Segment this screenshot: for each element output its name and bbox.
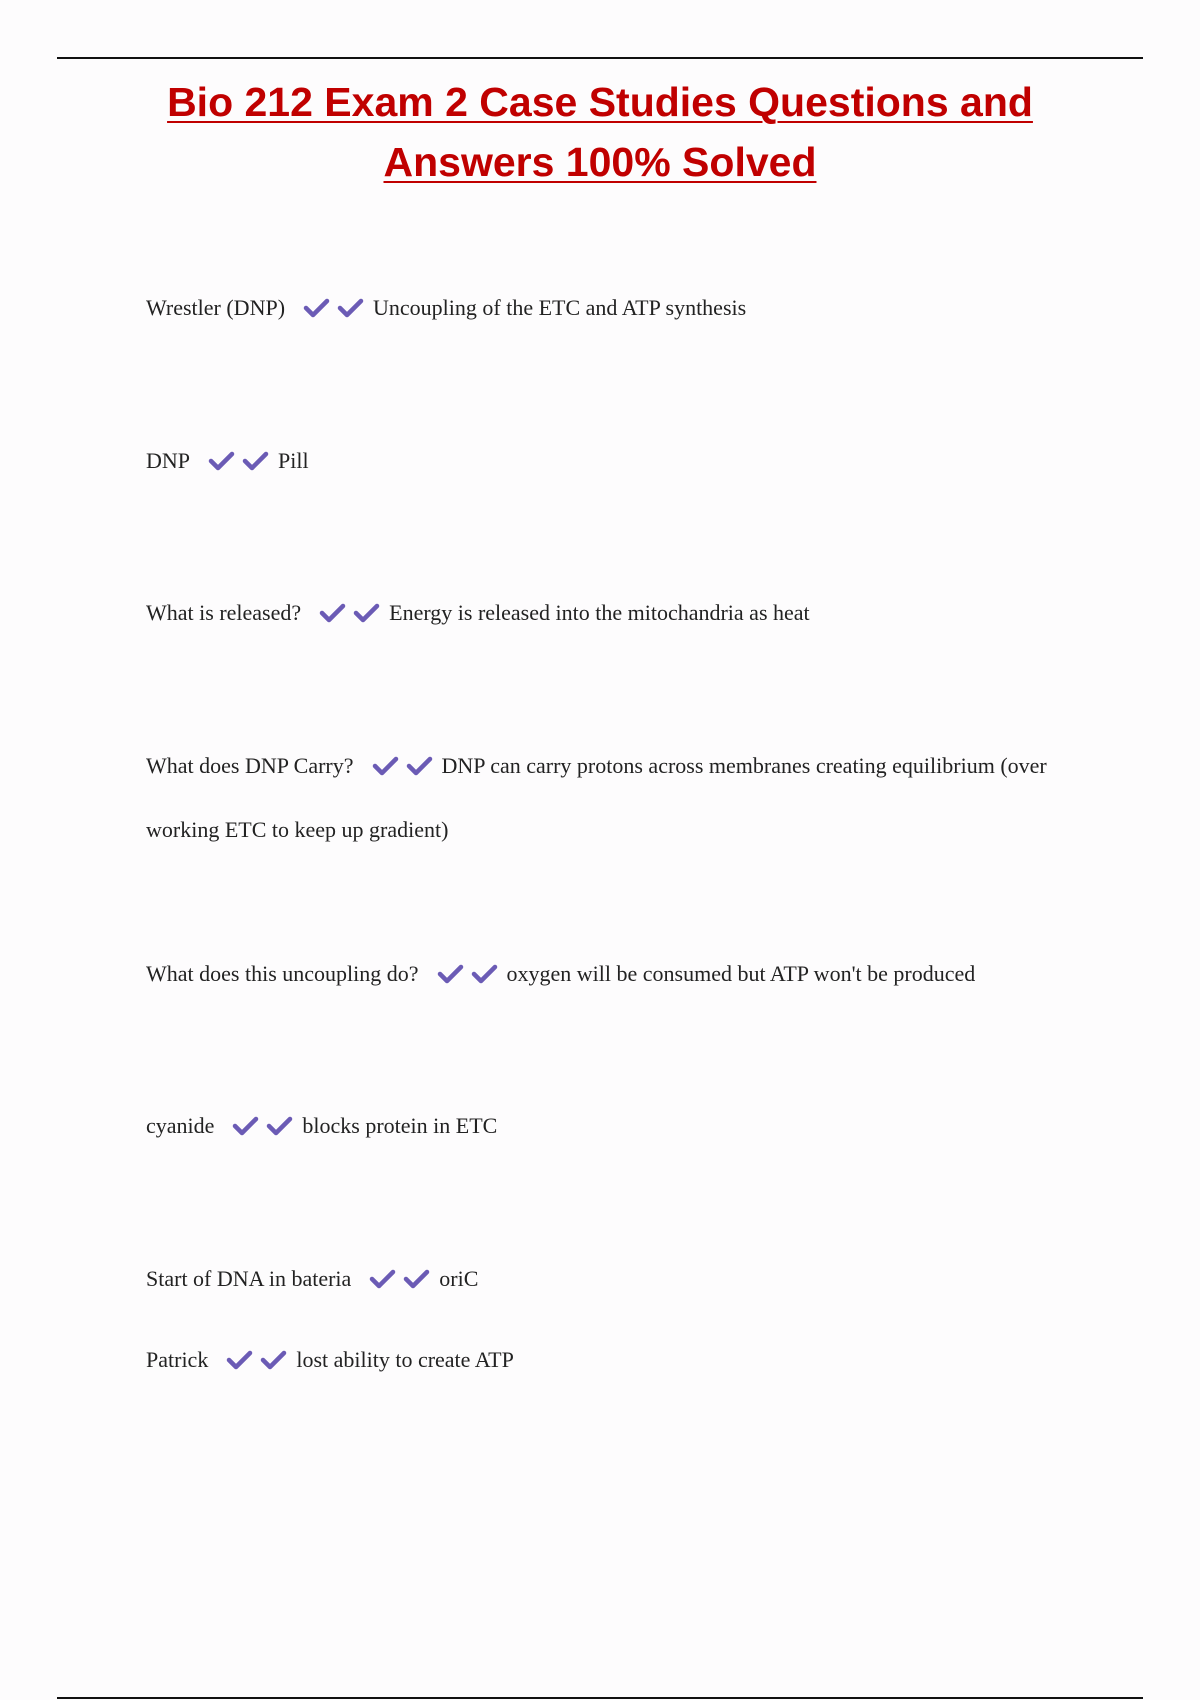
question-text: What is released? [146, 600, 302, 625]
question-text: Start of DNA in bateria [146, 1266, 352, 1291]
double-check-icon [369, 1251, 437, 1312]
qa-item [146, 1329, 1086, 1393]
checkmark-icon [369, 1269, 396, 1289]
answer-text: Energy is released into the mitochandria as heat [389, 600, 810, 625]
question-text: What does this uncoupling do? [146, 961, 419, 986]
question-text: What does DNP Carry? [146, 753, 354, 778]
qa-item [146, 735, 1086, 860]
checkmark-icon [403, 1269, 430, 1289]
double-check-icon [208, 433, 276, 494]
document-title [100, 72, 1100, 192]
checkmark-icon [260, 1350, 287, 1370]
double-check-icon [437, 946, 505, 1007]
qa-item [146, 582, 1086, 646]
checkmark-icon [353, 603, 380, 623]
qa-item [146, 277, 1086, 341]
answer-text: DNP can carry protons across membranes creating equilibrium (over working ETC to keep up gradient) [146, 753, 1047, 842]
checkmark-icon [471, 964, 498, 984]
double-check-icon [232, 1098, 300, 1159]
answer-text: lost ability to create ATP [296, 1347, 514, 1372]
checkmark-icon [372, 756, 399, 776]
double-check-icon [372, 738, 440, 799]
checkmark-icon [208, 451, 235, 471]
question-text: Wrestler (DNP) [146, 295, 286, 320]
title-line-1: Bio 212 Exam 2 Case Studies Questions and [167, 79, 1033, 125]
checkmark-icon [337, 298, 364, 318]
question-text: Patrick [146, 1347, 209, 1372]
qa-item [146, 943, 1086, 1007]
checkmark-icon [226, 1350, 253, 1370]
bottom-rule [57, 1697, 1143, 1699]
answer-text: Pill [278, 448, 309, 473]
top-rule [57, 57, 1143, 59]
answer-text: blocks protein in ETC [302, 1113, 498, 1138]
qa-item [146, 430, 1086, 494]
checkmark-icon [437, 964, 464, 984]
checkmark-icon [232, 1116, 259, 1136]
answer-text: oriC [439, 1266, 479, 1291]
answer-text: oxygen will be consumed but ATP won't be produced [506, 961, 976, 986]
checkmark-icon [406, 756, 433, 776]
double-check-icon [226, 1332, 294, 1393]
answer-text: Uncoupling of the ETC and ATP synthesis [373, 295, 747, 320]
question-text: DNP [146, 448, 191, 473]
question-text: cyanide [146, 1113, 215, 1138]
double-check-icon [303, 280, 371, 341]
double-check-icon [319, 585, 387, 646]
qa-item [146, 1248, 1086, 1312]
qa-item [146, 1095, 1086, 1159]
checkmark-icon [303, 298, 330, 318]
checkmark-icon [319, 603, 346, 623]
checkmark-icon [242, 451, 269, 471]
checkmark-icon [266, 1116, 293, 1136]
title-line-2: Answers 100% Solved [383, 139, 817, 185]
